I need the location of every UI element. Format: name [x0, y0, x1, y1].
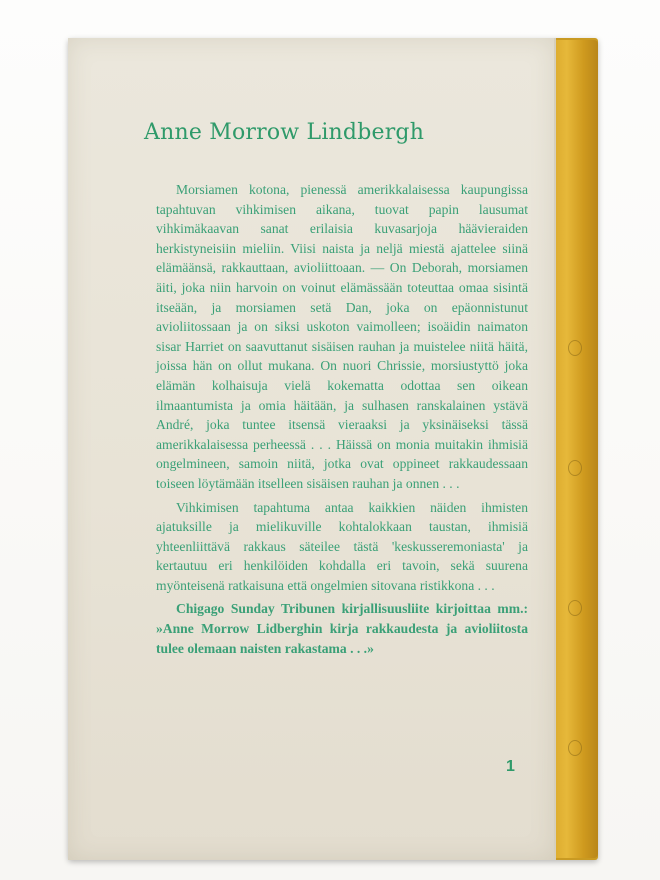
review-quote: Chigago Sunday Tribunen kirjallisuusliite kirjoittaa mm.: »Anne Morrow Lidberghin kirja rakkaudesta ja avioliitosta tulee olemaan naisten rakastama . . .» — [156, 601, 528, 656]
book-back-cover — [68, 38, 598, 860]
spine-ornament — [568, 740, 582, 756]
spine-ornament — [568, 600, 582, 616]
spine-ornament — [568, 340, 582, 356]
author-name: Anne Morrow Lindbergh — [144, 120, 425, 145]
spine-ornament — [568, 460, 582, 476]
page-number: 1 — [506, 758, 515, 775]
book-spine — [550, 40, 598, 858]
blurb-text — [156, 180, 528, 658]
blurb-paragraph: Morsiamen kotona, pienessä amerikkalaisessa kaupungissa tapahtuvan vihkimisen aikana, tuovat papin lausumat vihkimäkaavan sanat erilaisia kuvasarjoja häävieraiden herkistyneisiin mieliin. Viisi naista ja neljä miestä ajattelee siinä elämäänsä, rakkauttaan, avioliittoaan. — On Deborah, morsiamen äiti, joka niin harvoin on voinut elämässään toteuttaa omaa sisintä itseään, ja morsiamen setä Dan, joka on epäonnistunut avioliitossaan ja on siksi uskoton vaimolleen; isoäidin naimaton sisar Harriet on saavuttanut sisäisen rauhan ja muistelee niitä häitä, joissa hän on ollut mukana. On nuori Chrissie, morsiustyttö joka elämän kolhaisuja vielä kokematta odottaa sen oikean ilmaantumista ja omia häitään, ja sulhasen ranskalainen ystävä André, joka tuntee itsensä vieraaksi ja yksinäiseksi tässä amerikkalaisessa perheessä . . . Häissä on monia muitakin ihmisiä ongelmineen, samoin niitä, jotka ovat oppineet rakkaudessaan toiseen löytämään itselleen sisäisen rauhan ja onnen . . . — [156, 182, 528, 491]
blurb-paragraph: Vihkimisen tapahtuma antaa kaikkien näiden ihmisten ajatuksille ja mielikuville kohtalokkaan taustan, ihmisiä yhteenliittävä rakkaus säteilee tästä 'keskusseremoniasta' ja kertautuu eri henkilöiden kohdalla eri tavoin, sekä suurena myönteisenä ratkaisuna että ongelmien sitovana ristikkona . . . — [156, 499, 528, 593]
cover-paper — [68, 38, 556, 860]
